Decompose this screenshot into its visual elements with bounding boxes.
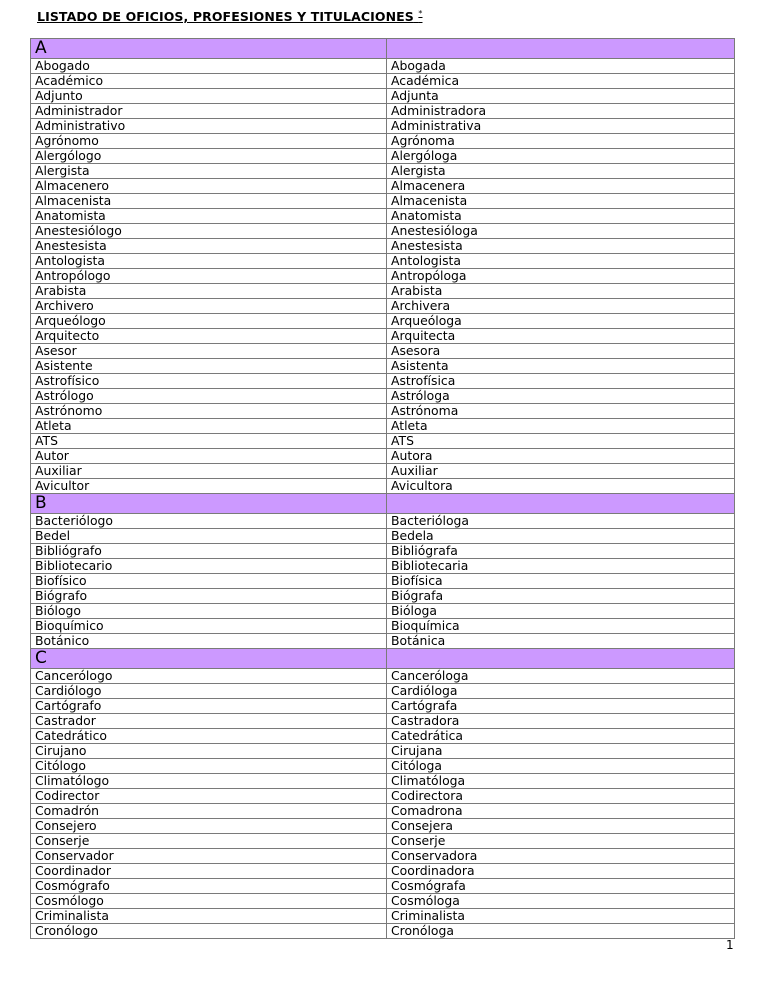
feminine-form-cell: Avicultora	[387, 479, 735, 494]
table-row	[31, 59, 735, 74]
feminine-form-cell: Cardióloga	[387, 684, 735, 699]
feminine-form-cell: Anatomista	[387, 209, 735, 224]
masculine-form-cell: Antologista	[31, 254, 387, 269]
feminine-form-cell: Consejera	[387, 819, 735, 834]
section-header-empty-cell	[387, 39, 735, 59]
feminine-form-cell: Arquitecta	[387, 329, 735, 344]
feminine-form-cell: Alergista	[387, 164, 735, 179]
feminine-form-cell: Almacenera	[387, 179, 735, 194]
table-row	[31, 194, 735, 209]
feminine-form-cell: Asistenta	[387, 359, 735, 374]
table-row	[31, 224, 735, 239]
table-row	[31, 359, 735, 374]
table-row	[31, 544, 735, 559]
masculine-form-cell: Auxiliar	[31, 464, 387, 479]
masculine-form-cell: Avicultor	[31, 479, 387, 494]
table-row	[31, 879, 735, 894]
feminine-form-cell: Criminalista	[387, 909, 735, 924]
feminine-form-cell: Cirujana	[387, 744, 735, 759]
table-row	[31, 849, 735, 864]
feminine-form-cell: Astróloga	[387, 389, 735, 404]
table-row	[31, 559, 735, 574]
table-row	[31, 254, 735, 269]
feminine-form-cell: Auxiliar	[387, 464, 735, 479]
table-row	[31, 589, 735, 604]
table-row	[31, 104, 735, 119]
section-header-a	[31, 39, 735, 59]
masculine-form-cell: Anatomista	[31, 209, 387, 224]
masculine-form-cell: Citólogo	[31, 759, 387, 774]
masculine-form-cell: Almacenero	[31, 179, 387, 194]
masculine-form-cell: Alergista	[31, 164, 387, 179]
table-row	[31, 574, 735, 589]
table-row	[31, 209, 735, 224]
feminine-form-cell: ATS	[387, 434, 735, 449]
masculine-form-cell: Astrofísico	[31, 374, 387, 389]
feminine-form-cell: Conserje	[387, 834, 735, 849]
masculine-form-cell: Arabista	[31, 284, 387, 299]
feminine-form-cell: Astrónoma	[387, 404, 735, 419]
section-letter: A	[31, 39, 387, 59]
table-row	[31, 619, 735, 634]
table-row	[31, 179, 735, 194]
feminine-form-cell: Autora	[387, 449, 735, 464]
masculine-form-cell: Académico	[31, 74, 387, 89]
masculine-form-cell: Biólogo	[31, 604, 387, 619]
feminine-form-cell: Bedela	[387, 529, 735, 544]
table-row	[31, 299, 735, 314]
section-header-empty-cell	[387, 649, 735, 669]
professions-table	[30, 38, 735, 939]
feminine-form-cell: Cronóloga	[387, 924, 735, 939]
masculine-form-cell: Bioquímico	[31, 619, 387, 634]
table-row	[31, 89, 735, 104]
feminine-form-cell: Almacenista	[387, 194, 735, 209]
feminine-form-cell: Biógrafa	[387, 589, 735, 604]
feminine-form-cell: Catedrática	[387, 729, 735, 744]
table-row	[31, 74, 735, 89]
masculine-form-cell: Adjunto	[31, 89, 387, 104]
document-title-text: LISTADO DE OFICIOS, PROFESIONES Y TITULACIONES	[37, 9, 414, 25]
masculine-form-cell: Consejero	[31, 819, 387, 834]
masculine-form-cell: Cartógrafo	[31, 699, 387, 714]
feminine-form-cell: Cosmógrafa	[387, 879, 735, 894]
masculine-form-cell: Cardiólogo	[31, 684, 387, 699]
masculine-form-cell: Asesor	[31, 344, 387, 359]
masculine-form-cell: Arquitecto	[31, 329, 387, 344]
feminine-form-cell: Biofísica	[387, 574, 735, 589]
masculine-form-cell: Administrativo	[31, 119, 387, 134]
masculine-form-cell: Cosmógrafo	[31, 879, 387, 894]
masculine-form-cell: Agrónomo	[31, 134, 387, 149]
masculine-form-cell: Almacenista	[31, 194, 387, 209]
table-row	[31, 329, 735, 344]
table-row	[31, 789, 735, 804]
title-footnote-mark: *	[418, 9, 423, 18]
table-row	[31, 684, 735, 699]
table-row	[31, 269, 735, 284]
feminine-form-cell: Anestesista	[387, 239, 735, 254]
table-row	[31, 434, 735, 449]
masculine-form-cell: Cirujano	[31, 744, 387, 759]
masculine-form-cell: Botánico	[31, 634, 387, 649]
masculine-form-cell: Bacteriólogo	[31, 514, 387, 529]
feminine-form-cell: Académica	[387, 74, 735, 89]
table-row	[31, 864, 735, 879]
table-row	[31, 744, 735, 759]
feminine-form-cell: Atleta	[387, 419, 735, 434]
feminine-form-cell: Administradora	[387, 104, 735, 119]
masculine-form-cell: Cancerólogo	[31, 669, 387, 684]
table-row	[31, 924, 735, 939]
masculine-form-cell: Biofísico	[31, 574, 387, 589]
feminine-form-cell: Astrofísica	[387, 374, 735, 389]
page-number: 1	[726, 938, 734, 952]
table-row	[31, 314, 735, 329]
feminine-form-cell: Climatóloga	[387, 774, 735, 789]
table-row	[31, 449, 735, 464]
table-row	[31, 604, 735, 619]
masculine-form-cell: Alergólogo	[31, 149, 387, 164]
feminine-form-cell: Antropóloga	[387, 269, 735, 284]
feminine-form-cell: Adjunta	[387, 89, 735, 104]
masculine-form-cell: Asistente	[31, 359, 387, 374]
section-header-b	[31, 494, 735, 514]
feminine-form-cell: Abogada	[387, 59, 735, 74]
table-row	[31, 634, 735, 649]
feminine-form-cell: Cosmóloga	[387, 894, 735, 909]
feminine-form-cell: Codirectora	[387, 789, 735, 804]
table-row	[31, 699, 735, 714]
feminine-form-cell: Bibliotecaria	[387, 559, 735, 574]
table-row	[31, 134, 735, 149]
masculine-form-cell: Cronólogo	[31, 924, 387, 939]
table-row	[31, 669, 735, 684]
masculine-form-cell: Arqueólogo	[31, 314, 387, 329]
table-row	[31, 729, 735, 744]
feminine-form-cell: Comadrona	[387, 804, 735, 819]
feminine-form-cell: Arabista	[387, 284, 735, 299]
table-row	[31, 479, 735, 494]
table-row	[31, 389, 735, 404]
masculine-form-cell: Climatólogo	[31, 774, 387, 789]
feminine-form-cell: Botánica	[387, 634, 735, 649]
table-row	[31, 344, 735, 359]
feminine-form-cell: Anestesióloga	[387, 224, 735, 239]
feminine-form-cell: Bióloga	[387, 604, 735, 619]
table-row	[31, 909, 735, 924]
section-header-empty-cell	[387, 494, 735, 514]
masculine-form-cell: Astrólogo	[31, 389, 387, 404]
table-row	[31, 404, 735, 419]
feminine-form-cell: Arqueóloga	[387, 314, 735, 329]
masculine-form-cell: Cosmólogo	[31, 894, 387, 909]
masculine-form-cell: Bibliógrafo	[31, 544, 387, 559]
table-row	[31, 284, 735, 299]
table-row	[31, 894, 735, 909]
table-row	[31, 164, 735, 179]
feminine-form-cell: Canceróloga	[387, 669, 735, 684]
section-header-c	[31, 649, 735, 669]
feminine-form-cell: Asesora	[387, 344, 735, 359]
feminine-form-cell: Bioquímica	[387, 619, 735, 634]
masculine-form-cell: Castrador	[31, 714, 387, 729]
section-letter: C	[31, 649, 387, 669]
masculine-form-cell: Conserje	[31, 834, 387, 849]
document-title	[37, 9, 422, 24]
table-row	[31, 804, 735, 819]
masculine-form-cell: Catedrático	[31, 729, 387, 744]
masculine-form-cell: Abogado	[31, 59, 387, 74]
feminine-form-cell: Citóloga	[387, 759, 735, 774]
feminine-form-cell: Bacterióloga	[387, 514, 735, 529]
masculine-form-cell: Autor	[31, 449, 387, 464]
table-row	[31, 819, 735, 834]
table-row	[31, 419, 735, 434]
feminine-form-cell: Coordinadora	[387, 864, 735, 879]
feminine-form-cell: Alergóloga	[387, 149, 735, 164]
feminine-form-cell: Conservadora	[387, 849, 735, 864]
feminine-form-cell: Cartógrafa	[387, 699, 735, 714]
professions-table-body	[31, 39, 735, 939]
table-row	[31, 714, 735, 729]
table-row	[31, 374, 735, 389]
table-row	[31, 239, 735, 254]
feminine-form-cell: Antologista	[387, 254, 735, 269]
masculine-form-cell: Coordinador	[31, 864, 387, 879]
feminine-form-cell: Administrativa	[387, 119, 735, 134]
masculine-form-cell: Atleta	[31, 419, 387, 434]
masculine-form-cell: Criminalista	[31, 909, 387, 924]
masculine-form-cell: Conservador	[31, 849, 387, 864]
masculine-form-cell: Administrador	[31, 104, 387, 119]
feminine-form-cell: Agrónoma	[387, 134, 735, 149]
masculine-form-cell: Astrónomo	[31, 404, 387, 419]
masculine-form-cell: Anestesista	[31, 239, 387, 254]
table-row	[31, 529, 735, 544]
masculine-form-cell: ATS	[31, 434, 387, 449]
masculine-form-cell: Comadrón	[31, 804, 387, 819]
feminine-form-cell: Bibliógrafa	[387, 544, 735, 559]
masculine-form-cell: Bedel	[31, 529, 387, 544]
masculine-form-cell: Codirector	[31, 789, 387, 804]
feminine-form-cell: Castradora	[387, 714, 735, 729]
masculine-form-cell: Bibliotecario	[31, 559, 387, 574]
masculine-form-cell: Anestesiólogo	[31, 224, 387, 239]
masculine-form-cell: Biógrafo	[31, 589, 387, 604]
table-row	[31, 464, 735, 479]
masculine-form-cell: Archivero	[31, 299, 387, 314]
table-row	[31, 119, 735, 134]
table-row	[31, 149, 735, 164]
feminine-form-cell: Archivera	[387, 299, 735, 314]
table-row	[31, 514, 735, 529]
table-row	[31, 759, 735, 774]
masculine-form-cell: Antropólogo	[31, 269, 387, 284]
table-row	[31, 834, 735, 849]
section-letter: B	[31, 494, 387, 514]
table-row	[31, 774, 735, 789]
